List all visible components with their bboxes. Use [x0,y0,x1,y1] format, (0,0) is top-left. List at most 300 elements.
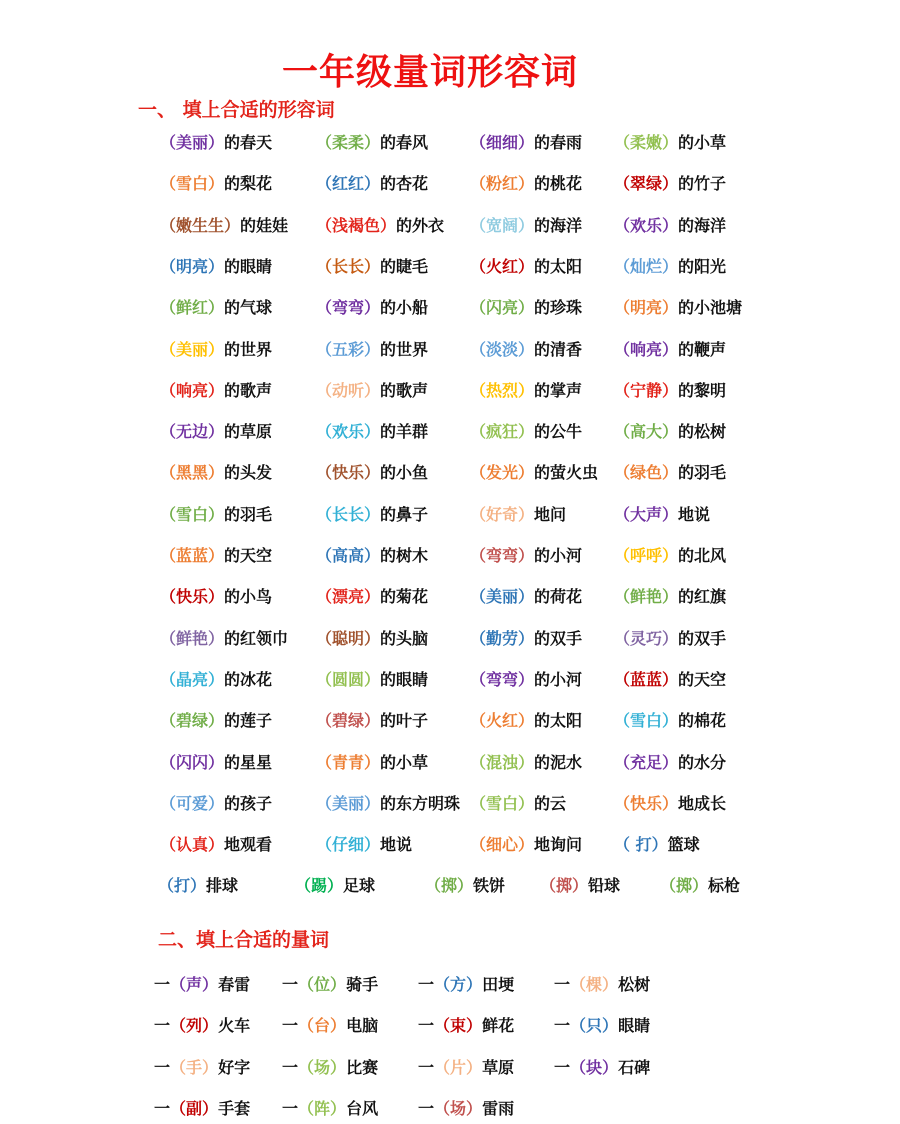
answer-word: 高大 [630,422,663,441]
close-paren: ） [518,629,535,648]
adjective-item [425,871,505,901]
section-2-heading: 二、填上合适的量词 [158,929,330,951]
phrase-text: 的春雨 [534,133,583,152]
open-paren: （ [160,794,177,813]
open-paren: （ [298,1058,315,1077]
close-paren: ） [662,629,679,648]
open-paren: （ [570,1058,587,1077]
phrase-text: 的世界 [224,340,273,359]
phrase-text: 的泥水 [534,753,583,772]
close-paren: ） [364,381,381,400]
answer-word: 柔柔 [332,133,365,152]
adjective-item [614,211,726,241]
open-paren: （ [160,505,177,524]
close-paren: ） [364,340,381,359]
close-paren: ） [466,975,483,994]
dash-prefix: 一 [554,1058,571,1077]
answer-word: 碧绿 [332,711,365,730]
open-paren: （ [316,298,333,317]
phrase-text: 的阳光 [678,257,727,276]
open-paren: （ [470,629,487,648]
measure-item [554,970,650,1000]
phrase-text: 的掌声 [534,381,583,400]
close-paren: ） [662,381,679,400]
close-paren: ） [364,587,381,606]
phrase-text: 的黎明 [678,381,727,400]
close-paren: ） [518,463,535,482]
answer-word: 快乐 [176,587,209,606]
open-paren: （ [160,546,177,565]
answer-word: 动听 [332,381,365,400]
close-paren: ） [202,1099,219,1118]
phrase-text: 的梨花 [224,174,273,193]
phrase-text: 的太阳 [534,711,583,730]
close-paren: ） [662,546,679,565]
adjective-item [160,169,272,199]
phrase-text: 的松树 [678,422,727,441]
answer-word: 发光 [486,463,519,482]
adjective-item [614,376,726,406]
close-paren: ） [466,1099,483,1118]
measure-item [154,1094,250,1124]
open-paren: （ [160,422,177,441]
phrase-text: 的眼睛 [380,670,429,689]
answer-word: 火红 [486,711,519,730]
close-paren: ） [457,876,474,895]
open-paren: （ [316,587,333,606]
phrase-text: 地观看 [224,835,273,854]
close-paren: ） [364,422,381,441]
open-paren: （ [614,546,631,565]
open-paren: （ [160,257,177,276]
open-paren: （ [316,463,333,482]
phrase-text: 鲜花 [482,1016,515,1035]
close-paren: ） [380,216,397,235]
open-paren: （ [614,753,631,772]
answer-word: 弯弯 [332,298,365,317]
answer-word: 细心 [486,835,519,854]
adjective-item [470,706,582,736]
phrase-text: 的太阳 [534,257,583,276]
close-paren: ） [364,753,381,772]
close-paren: ） [364,257,381,276]
adjective-item [316,541,428,571]
phrase-text: 的云 [534,794,567,813]
adjective-item [470,335,582,365]
adjective-item [614,335,726,365]
adjective-item [470,376,582,406]
close-paren: ） [518,381,535,400]
answer-word: 晶亮 [176,670,209,689]
adjective-item [470,252,582,282]
adjective-item [614,582,726,612]
dash-prefix: 一 [418,1016,435,1035]
phrase-text: 的公牛 [534,422,583,441]
adjective-item [470,417,582,447]
adjective-item [316,624,428,654]
open-paren: （ [614,629,631,648]
close-paren: ） [518,753,535,772]
answer-word: 红红 [332,174,365,193]
adjective-item [160,417,272,447]
phrase-text: 的外衣 [396,216,445,235]
phrase-text: 的小池塘 [678,298,743,317]
phrase-text: 的水分 [678,753,727,772]
phrase-text: 的北风 [678,546,727,565]
adjective-item [160,665,272,695]
close-paren: ） [327,876,344,895]
answer-word: 美丽 [332,794,365,813]
open-paren: （ [160,670,177,689]
adjective-item [470,789,566,819]
phrase-text: 标枪 [708,876,741,895]
open-paren: （ [295,876,312,895]
phrase-text: 的睫毛 [380,257,429,276]
adjective-item [316,665,428,695]
phrase-text: 的鼻子 [380,505,429,524]
close-paren: ） [208,505,225,524]
dash-prefix: 一 [282,975,299,994]
close-paren: ） [651,835,668,854]
close-paren: ） [662,298,679,317]
answer-word: 宁静 [630,381,663,400]
close-paren: ） [662,711,679,730]
answer-word: 只 [586,1016,603,1035]
close-paren: ） [602,1016,619,1035]
phrase-text: 的海洋 [678,216,727,235]
answer-word: 勤劳 [486,629,519,648]
adjective-item [470,830,582,860]
adjective-item [614,417,726,447]
dash-prefix: 一 [554,1016,571,1035]
answer-word: 蓝蓝 [176,546,209,565]
close-paren: ） [518,835,535,854]
adjective-item [160,252,272,282]
adjective-item [614,624,726,654]
measure-item [282,1053,378,1083]
answer-word: 美丽 [486,587,519,606]
open-paren: （ [614,587,631,606]
answer-word: 场 [450,1099,467,1118]
adjective-item [540,871,620,901]
adjective-item [614,541,726,571]
answer-word: 响亮 [176,381,209,400]
close-paren: ） [330,1099,347,1118]
adjective-item [614,128,726,158]
close-paren: ） [518,546,535,565]
adjective-item [470,211,582,241]
answer-word: 雪白 [176,505,209,524]
phrase-text: 地成长 [678,794,727,813]
open-paren: （ [160,835,177,854]
adjective-item [614,830,700,860]
adjective-item [470,169,582,199]
close-paren: ） [202,1016,219,1035]
phrase-text: 的桃花 [534,174,583,193]
dash-prefix: 一 [554,975,571,994]
answer-word: 大声 [630,505,663,524]
answer-word: 打 [630,835,652,854]
answer-word: 五彩 [332,340,365,359]
adjective-item [316,293,428,323]
phrase-text: 的天空 [678,670,727,689]
phrase-text: 的棉花 [678,711,727,730]
open-paren: （ [614,505,631,524]
close-paren: ） [208,422,225,441]
answer-word: 粉红 [486,174,519,193]
answer-word: 掷 [556,876,573,895]
open-paren: （ [614,340,631,359]
phrase-text: 雷雨 [482,1099,515,1118]
close-paren: ） [364,794,381,813]
phrase-text: 的小船 [380,298,429,317]
open-paren: （ [298,975,315,994]
phrase-text: 的娃娃 [240,216,289,235]
measure-item [282,1094,378,1124]
adjective-item [160,830,272,860]
open-paren: （ [160,463,177,482]
dash-prefix: 一 [418,975,435,994]
open-paren: （ [614,670,631,689]
close-paren: ） [208,753,225,772]
adjective-item [660,871,740,901]
answer-word: 好奇 [486,505,519,524]
adjective-item [614,748,726,778]
adjective-item [295,871,375,901]
answer-word: 棵 [586,975,603,994]
answer-word: 蓝蓝 [630,670,663,689]
close-paren: ） [518,422,535,441]
close-paren: ） [208,133,225,152]
close-paren: ） [518,505,535,524]
phrase-text: 田埂 [482,975,515,994]
dash-prefix: 一 [282,1099,299,1118]
dash-prefix: 一 [418,1058,435,1077]
close-paren: ） [602,1058,619,1077]
phrase-text: 的双手 [534,629,583,648]
close-paren: ） [330,1058,347,1077]
adjective-item [316,458,428,488]
close-paren: ） [662,505,679,524]
answer-word: 方 [450,975,467,994]
phrase-text: 地说 [678,505,711,524]
answer-word: 雪白 [486,794,519,813]
close-paren: ） [518,174,535,193]
open-paren: （ [160,381,177,400]
phrase-text: 的菊花 [380,587,429,606]
answer-word: 认真 [176,835,209,854]
answer-word: 翠绿 [630,174,663,193]
measure-item [154,1053,250,1083]
phrase-text: 的冰花 [224,670,273,689]
answer-word: 掷 [676,876,693,895]
open-paren: （ [614,257,631,276]
phrase-text: 台风 [346,1099,379,1118]
close-paren: ） [208,381,225,400]
open-paren: （ [470,835,487,854]
phrase-text: 的杏花 [380,174,429,193]
answer-word: 仔细 [332,835,365,854]
answer-word: 长长 [332,257,365,276]
open-paren: （ [434,1016,451,1035]
open-paren: （ [614,422,631,441]
answer-word: 美丽 [176,133,209,152]
phrase-text: 的羊群 [380,422,429,441]
phrase-text: 地说 [380,835,413,854]
phrase-text: 地询问 [534,835,583,854]
open-paren: （ [434,1058,451,1077]
dash-prefix: 一 [154,1099,171,1118]
open-paren: （ [170,1099,187,1118]
open-paren: （ [470,463,487,482]
phrase-text: 的萤火虫 [534,463,599,482]
phrase-text: 的头脑 [380,629,429,648]
answer-word: 细细 [486,133,519,152]
answer-word: 欢乐 [630,216,663,235]
close-paren: ） [662,794,679,813]
close-paren: ） [364,711,381,730]
close-paren: ） [190,876,207,895]
phrase-text: 的孩子 [224,794,273,813]
close-paren: ） [466,1016,483,1035]
open-paren: （ [316,505,333,524]
answer-word: 快乐 [332,463,365,482]
answer-word: 掷 [441,876,458,895]
measure-item [418,1053,514,1083]
adjective-item [316,211,444,241]
phrase-text: 火车 [218,1016,251,1035]
adjective-item [160,376,272,406]
open-paren: （ [316,257,333,276]
close-paren: ） [364,298,381,317]
answer-word: 灵巧 [630,629,663,648]
close-paren: ） [208,670,225,689]
answer-word: 片 [450,1058,467,1077]
open-paren: （ [470,257,487,276]
answer-word: 位 [314,975,331,994]
open-paren: （ [316,753,333,772]
phrase-text: 的小草 [380,753,429,772]
close-paren: ） [518,670,535,689]
close-paren: ） [208,587,225,606]
answer-word: 漂亮 [332,587,365,606]
adjective-item [316,417,428,447]
answer-word: 碧绿 [176,711,209,730]
adjective-item [316,830,412,860]
answer-word: 嫩生生 [176,216,225,235]
open-paren: （ [470,546,487,565]
phrase-text: 松树 [618,975,651,994]
open-paren: （ [160,340,177,359]
open-paren: （ [660,876,677,895]
answer-word: 长长 [332,505,365,524]
answer-word: 闪闪 [176,753,209,772]
open-paren: （ [470,753,487,772]
adjective-item [316,169,428,199]
open-paren: （ [316,340,333,359]
open-paren: （ [614,174,631,193]
open-paren: （ [614,216,631,235]
close-paren: ） [202,1058,219,1077]
answer-word: 弯弯 [486,546,519,565]
adjective-item [158,871,238,901]
answer-word: 声 [186,975,203,994]
section-1-heading: 一、 填上合适的形容词 [138,99,335,121]
open-paren: （ [160,174,177,193]
close-paren: ） [208,174,225,193]
phrase-text: 的双手 [678,629,727,648]
close-paren: ） [662,753,679,772]
answer-word: 打 [174,876,191,895]
phrase-text: 的东方明珠 [380,794,461,813]
close-paren: ） [662,670,679,689]
open-paren: （ [614,835,631,854]
dash-prefix: 一 [154,1058,171,1077]
adjective-item [160,500,272,530]
adjective-item [316,706,428,736]
answer-word: 无边 [176,422,209,441]
adjective-item [160,624,288,654]
phrase-text: 好字 [218,1058,251,1077]
answer-word: 高高 [332,546,365,565]
answer-word: 黑黑 [176,463,209,482]
open-paren: （ [298,1016,315,1035]
close-paren: ） [208,298,225,317]
phrase-text: 的眼睛 [224,257,273,276]
answer-word: 雪白 [630,711,663,730]
answer-word: 列 [186,1016,203,1035]
adjective-item [470,541,582,571]
close-paren: ） [364,835,381,854]
phrase-text: 春雷 [218,975,251,994]
adjective-item [470,665,582,695]
adjective-item [614,458,726,488]
phrase-text: 石碑 [618,1058,651,1077]
close-paren: ） [208,629,225,648]
close-paren: ） [364,505,381,524]
answer-word: 雪白 [176,174,209,193]
adjective-item [614,706,726,736]
open-paren: （ [540,876,557,895]
answer-word: 柔嫩 [630,133,663,152]
open-paren: （ [316,381,333,400]
answer-word: 快乐 [630,794,663,813]
open-paren: （ [316,711,333,730]
dash-prefix: 一 [154,1016,171,1035]
close-paren: ） [518,257,535,276]
answer-word: 明亮 [630,298,663,317]
dash-prefix: 一 [154,975,171,994]
close-paren: ） [692,876,709,895]
close-paren: ） [202,975,219,994]
answer-word: 热烈 [486,381,519,400]
adjective-item [316,335,428,365]
answer-word: 闪亮 [486,298,519,317]
close-paren: ） [208,463,225,482]
measure-item [418,1011,514,1041]
phrase-text: 的小草 [678,133,727,152]
phrase-text: 的天空 [224,546,273,565]
adjective-item [614,789,726,819]
close-paren: ） [518,794,535,813]
answer-word: 混浊 [486,753,519,772]
phrase-text: 铁饼 [473,876,506,895]
close-paren: ） [518,133,535,152]
answer-word: 鲜红 [176,298,209,317]
answer-word: 踢 [311,876,328,895]
answer-word: 绿色 [630,463,663,482]
open-paren: （ [298,1099,315,1118]
